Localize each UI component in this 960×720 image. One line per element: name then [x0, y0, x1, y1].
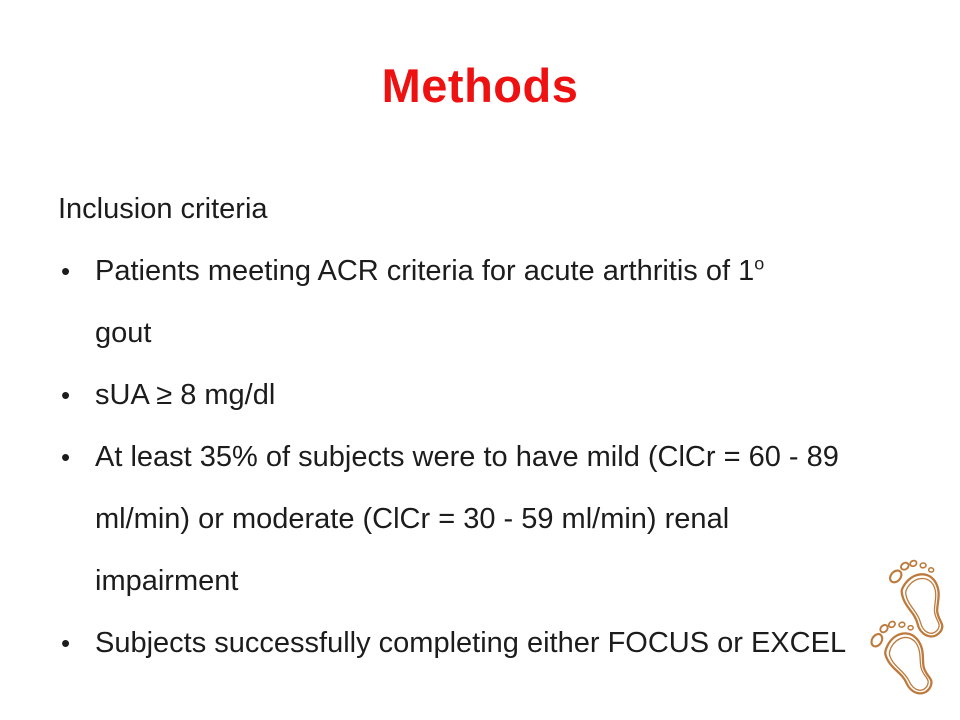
bullet-item — [58, 426, 928, 488]
bullet-text: Subjects successfully completing either FOCUS or EXCEL — [95, 627, 847, 659]
bullet-marker: • — [61, 256, 71, 286]
bullet-item — [58, 612, 928, 674]
bullet-text-continuation: gout — [95, 317, 152, 349]
bullet-marker: • — [61, 442, 71, 472]
bullet-text: sUA ≥ 8 mg/dl — [95, 379, 276, 411]
superscript-text: o — [754, 253, 765, 274]
slide-body — [58, 178, 928, 674]
bullet-item — [58, 364, 928, 426]
bullet-text: At least 35% of subjects were to have mild (ClCr = 60 - 89 — [95, 441, 839, 473]
bullet-marker: • — [61, 380, 71, 410]
slide-title: Methods — [381, 59, 579, 112]
bullet-text: Patients meeting ACR criteria for acute arthritis of 1 — [95, 255, 755, 287]
bullet-text-continuation: impairment — [95, 565, 239, 597]
bullet-item — [58, 240, 928, 302]
bullet-text-continuation: ml/min) or moderate (ClCr = 30 - 59 ml/min) renal — [95, 503, 730, 535]
lead-text: Inclusion criteria — [58, 193, 268, 225]
footprints-icon — [840, 540, 960, 720]
bullet-marker: • — [61, 628, 71, 658]
